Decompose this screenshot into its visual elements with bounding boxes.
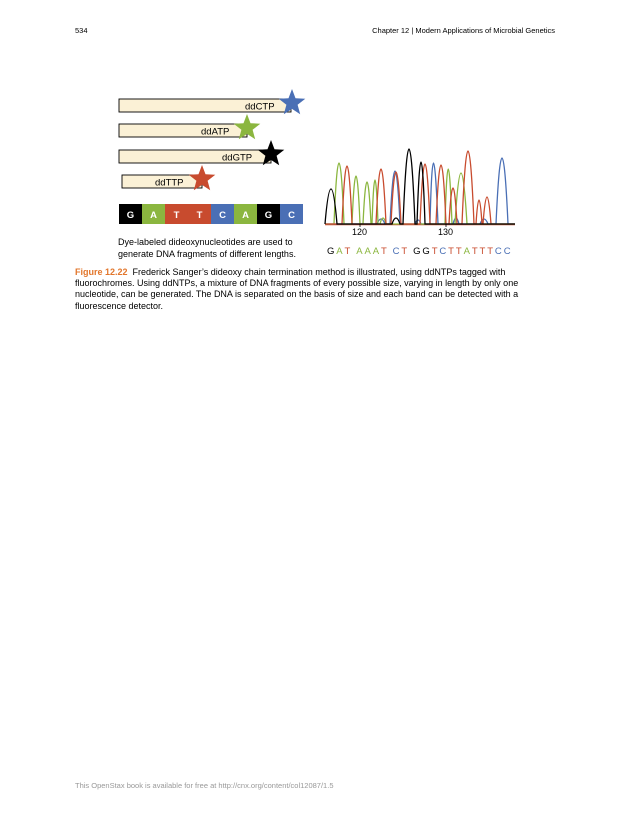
running-head: Chapter 12 | Modern Applications of Microbial Genetics (372, 26, 555, 35)
base-call: C (439, 246, 447, 257)
base-call: T (401, 246, 408, 257)
base-call: T (431, 246, 438, 257)
base-call: A (336, 246, 343, 257)
caption-text: Frederick Sanger’s dideoxy chain termination method is illustrated, using ddNTPs tagged with fluorochromes. Using ddNTPs, a mixture of DNA fragments of every possible size, varying in length by only one nucleotide, can be generated. The DNA is separated on the basis of size and each band can be detected with a fluorescence detector. (75, 267, 519, 311)
template-base-letter: A (150, 210, 157, 221)
template-base-letter: T (173, 210, 180, 221)
template-base-letter: G (126, 210, 135, 221)
base-call: T (487, 246, 494, 257)
base-call: G (327, 246, 335, 257)
base-call: A (364, 246, 372, 257)
template-base-letter: C (288, 210, 295, 221)
base-call: C (503, 246, 511, 257)
base-call: G (422, 246, 431, 257)
base-call: T (380, 246, 388, 257)
base-call: C (392, 246, 400, 257)
page-number: 534 (75, 26, 88, 35)
figure-description: Dye-labeled dideoxynucleotides are used to generate DNA fragments of different lengths. (118, 237, 296, 259)
template-base-letter: C (219, 210, 226, 221)
base-call: T (344, 246, 351, 257)
axis-label-120: 120 (352, 227, 368, 237)
figure-label: Figure 12.22 (75, 267, 128, 277)
template-base-letter: T (196, 210, 203, 221)
fragment-ddgtp (119, 140, 284, 165)
fragment-ddttp (122, 165, 215, 190)
base-call: A (356, 246, 363, 257)
fragment-label: ddTTP (155, 177, 184, 189)
fragment-label: ddGTP (222, 152, 253, 164)
base-call: A (463, 246, 471, 257)
fragment-label: ddATP (201, 126, 230, 138)
base-call: A (372, 246, 380, 257)
figure-caption (75, 267, 555, 312)
axis-label-130: 130 (438, 227, 454, 237)
fragment-ddctp (119, 89, 305, 114)
base-call: G (413, 246, 421, 257)
sanger-sequencing-figure (0, 0, 630, 270)
trace-red (325, 151, 515, 224)
base-call: T (448, 246, 455, 257)
fragment-ddatp (119, 114, 260, 139)
template-base-letter: A (242, 210, 249, 221)
base-call-sequence (327, 246, 512, 257)
chromatogram (325, 149, 515, 237)
base-call: T (479, 246, 486, 257)
base-call: C (494, 246, 503, 257)
footer: This OpenStax book is available for free at http://cnx.org/content/col12087/1.5 (75, 781, 334, 790)
base-call: T (455, 246, 462, 257)
base-call: T (471, 246, 478, 257)
fragment-label: ddCTP (245, 101, 275, 113)
template-base-letter: G (264, 210, 273, 221)
template-strand (119, 204, 303, 224)
